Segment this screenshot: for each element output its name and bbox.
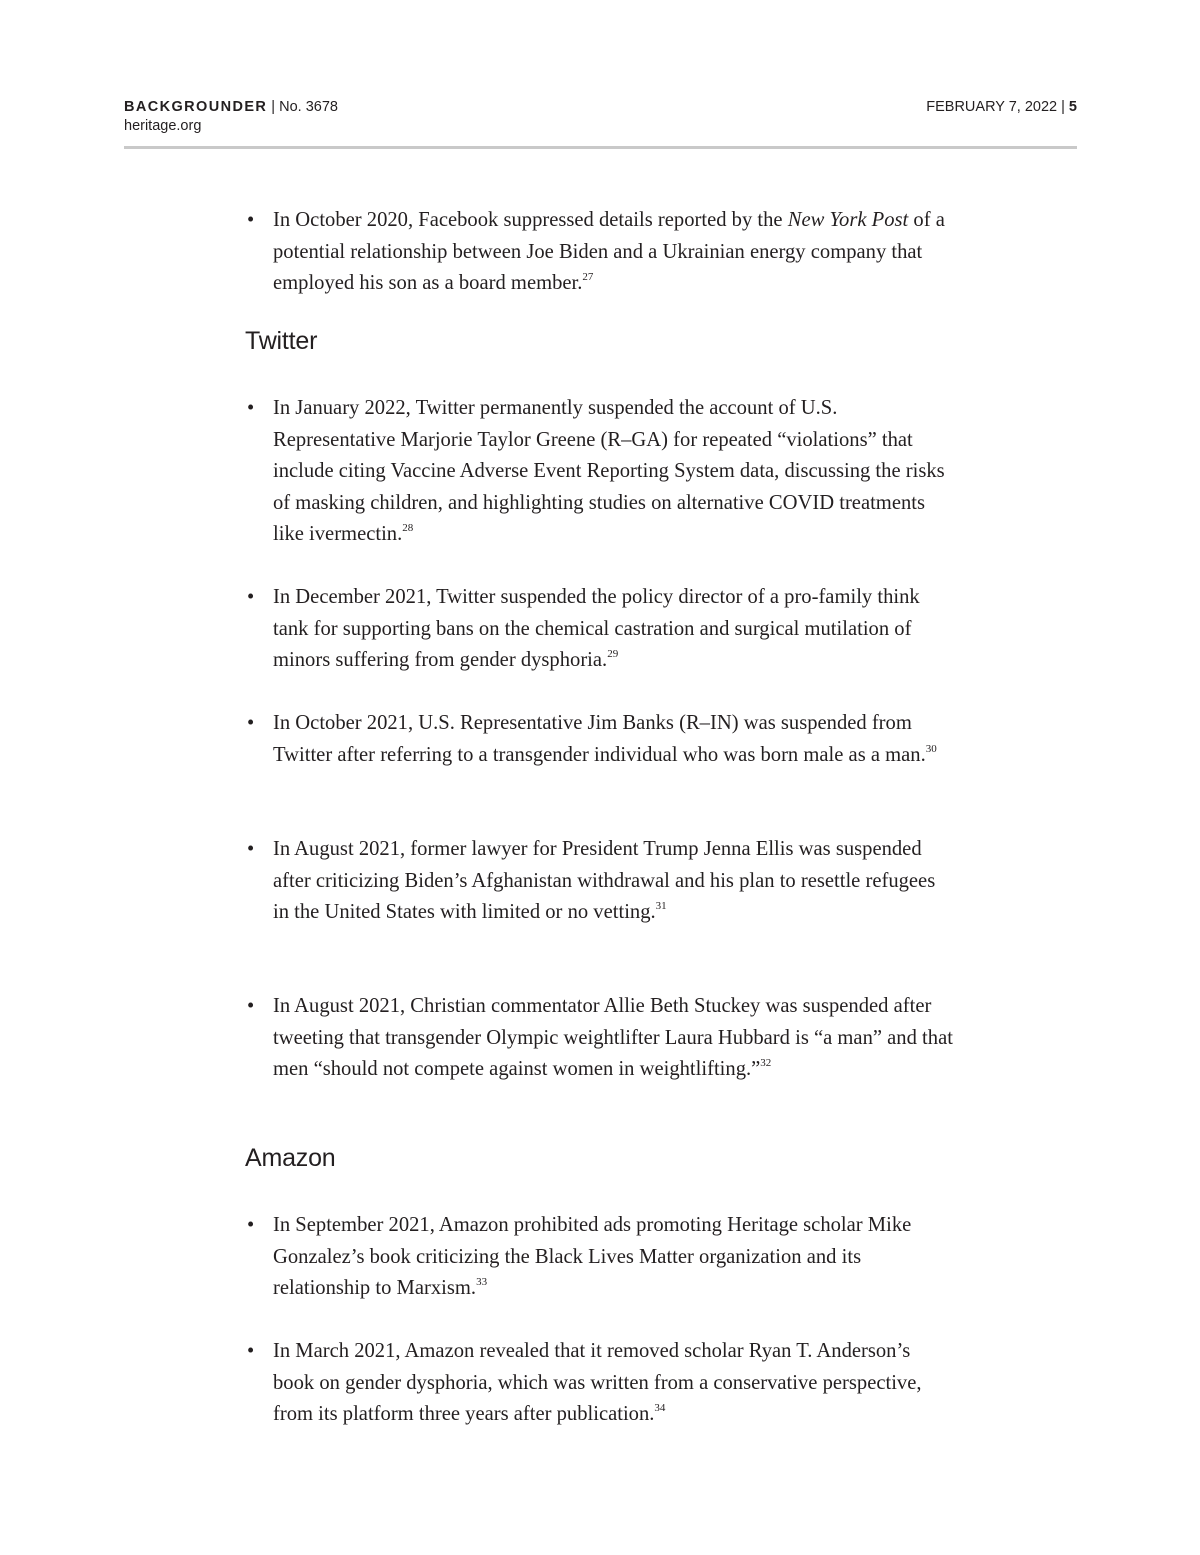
list-item [247,708,953,771]
bullet-icon: • [247,1214,255,1236]
bullet-icon: • [247,1340,255,1362]
site-name: heritage.org [124,118,202,134]
bullet-icon: • [247,838,255,860]
footnote-ref: 34 [654,1402,666,1414]
footnote-ref: 33 [476,1276,488,1288]
footnote-ref: 28 [402,522,414,534]
list-item-text: In August 2021, Christian commentator Allie Beth Stuckey was suspended after tweeting that transgender Olympic weightlifter Laura Hubbard is “a man” and that men “should not compete against women in weightlifting.”$^{32}$ [273,995,953,1080]
list-item [247,1336,953,1431]
list-item-text: In August 2021, former lawyer for President Trump Jenna Ellis was suspended after criticizing Biden’s Afghanistan withdrawal and his plan to resettle refugees in the United States with limited or no vetting.$^{31}$ [273,838,936,923]
section-heading-twitter: Twitter [245,327,318,355]
section-heading-amazon: Amazon [245,1144,336,1172]
list-item-text: In September 2021, Amazon prohibited ads promoting Heritage scholar Mike Gonzalez’s book criticizing the Black Lives Matter organization and its relationship to Marxism.$^{33}$ [273,1214,912,1299]
list-item [247,205,953,300]
bullet-icon: • [247,995,255,1017]
report-number: No. 3678 [279,99,338,115]
series-separator: | [267,99,280,115]
list-item-text: In January 2022, Twitter permanently suspended the account of U.S. Representative Marjorie Taylor Greene (R–GA) for repeated “violations” that include citing Vaccine Adverse Event Reporting System data, discussing the risks of masking children, and highlighting studies on alternative COVID treatments like ivermectin.$^{28}$ [273,397,945,545]
header-divider [124,146,1077,149]
list-item [247,991,953,1086]
list-item [247,393,953,551]
footnote-ref: 27 [582,271,594,283]
page-number: 5 [1068,99,1077,115]
list-item [247,1210,953,1305]
list-item-text: In December 2021, Twitter suspended the policy director of a pro-family think tank for supporting bans on the chemical castration and surgical mutilation of minors suffering from gender dysphoria.$^{29}$ [273,586,920,671]
list-item-text: In October 2021, U.S. Representative Jim Banks (R–IN) was suspended from Twitter after referring to a transgender individual who was born male as a man.$^{30}$ [273,712,937,766]
publication-title: New York Post [787,209,909,231]
bullet-icon: • [247,209,255,231]
list-item [247,834,953,929]
publication-date: FEBRUARY 7, 2022 [926,99,1058,115]
page-separator: | [1057,99,1069,115]
footnote-ref: 31 [655,900,667,912]
footnote-ref: 29 [607,648,619,660]
date-page-info [926,98,1077,117]
list-item-text: In March 2021, Amazon revealed that it removed scholar Ryan T. Anderson’s book on gender dysphoria, which was written from a conservative perspective, from its platform three years after publication.$^{34}$ [273,1340,922,1425]
publication-info [124,98,338,136]
list-item [247,582,953,677]
bullet-icon: • [247,397,255,419]
footnote-ref: 30 [925,742,937,755]
list-item-text: In October 2020, Facebook suppressed details reported by the New York Post of a potential relationship between Joe Biden and a Ukrainian energy company that employed his son as a board member.$^{27}$ [273,209,945,294]
series-name: BACKGROUNDER [124,99,268,115]
bullet-icon: • [247,586,255,608]
footnote-ref: 32 [760,1057,772,1069]
bullet-icon: • [247,712,255,734]
